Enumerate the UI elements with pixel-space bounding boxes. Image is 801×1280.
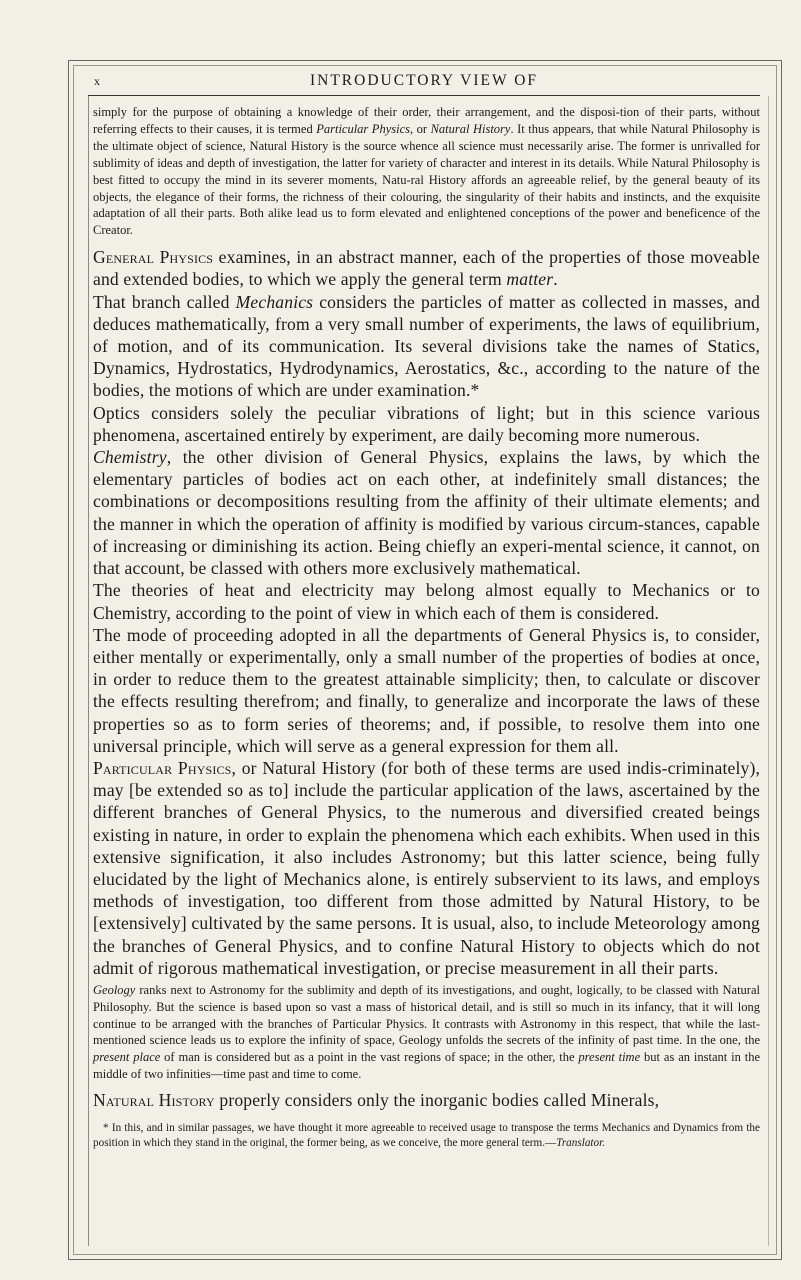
paragraph-heat-electricity: The theories of heat and electricity may belong almost equally to Mechanics or to Chemistry, according to the point of view in which each of them is considered. — [93, 580, 760, 623]
running-header — [90, 72, 758, 92]
paragraph-optics: Optics considers solely the peculiar vibrations of light; but in this science various phenomena, ascertained entirely by experiment, are daily becoming more numerous. — [93, 402, 760, 445]
paragraph-natural-history-intro: simply for the purpose of obtaining a knowledge of their order, their arrangement, and the disposi-tion of their parts, without referring effects to their causes, it is termed Particular Physics, or Natural History. It thus appears, that while Natural Philosophy is the ultimate object of science, Natural History is the source whence all science must necessarily arise. The former is unrivalled for sublimity of ideas and depth of investigation, the latter for variety of character and interest in its details. While Natural Philosophy is best fitted to occupy the mind in its severer moments, Natu-ral History affords an agreeable relief, by the general beauty of its objects, the elegance of their forms, the richness of their colouring, the singularity of their habits and instincts, and the exquisite adaptation of all their parts. Both alike lead us to form elevated and enlightened conceptions of the power and beneficence of the Creator. — [93, 105, 761, 238]
running-title: INTRODUCTORY VIEW OF — [309, 72, 539, 89]
footnote: * In this, and in similar passages, we have thought it more agreeable to received usage to transpose the terms Mechanics and Dynamics from the position in which they stand in the original, the former being, as we conceive, the more general term.—Translator. — [93, 1121, 760, 1149]
paragraph-general-physics: General Physics examines, in an abstract manner, each of the properties of those moveable and extended bodies, to which we apply the general term matter. — [93, 247, 760, 290]
right-margin-rule — [768, 96, 769, 1246]
page-body — [93, 104, 760, 1150]
paragraph-method: The mode of proceeding adopted in all the departments of General Physics is, to consider, either mentally or experimentally, only a small number of the properties of bodies at once, in order to reduce them to the greatest attainable simplicity; then, to calculate or discover the effects resulting therefrom; and finally, to generalize and incorporate the laws of these properties so as to form series of theorems; and, if possible, to resolve them into one universal principle, which will serve as a general expression for them all. — [93, 624, 760, 756]
paragraph-natural-history-minerals: Natural History properly considers only the inorganic bodies called Minerals, — [93, 1089, 660, 1110]
paragraph-geology: Geology ranks next to Astronomy for the sublimity and depth of its investigations, and ought, logically, to be classed with Natural Philosophy. But the science is based upon so vast a mass of historical detail, and is still so much in its infancy, that it will long continue to be arranged with the branches of Particular Physics. It contrasts with Astronomy in this respect, that while the last-mentioned science leads us to explore the infinity of space, Geology unfolds the secrets of the infinity of past time. In the one, the present place of man is considered but as a point in the vast regions of space; in the other, the present time but as an instant in the middle of two infinities—time past and time to come. — [93, 982, 760, 1081]
paragraph-mechanics: That branch called Mechanics considers the particles of matter as collected in masses, and deduces mathematically, from a very small number of experiments, the laws of equilibrium, of motion, and of its communication. Its several divisions take the names of Statics, Dynamics, Hydrostatics, Hydrodynamics, Aerostatics, &c., according to the nature of the bodies, the motions of which are under examination.* — [93, 291, 760, 401]
paragraph-chemistry: Chemistry, the other division of General Physics, explains the laws, by which the elementary particles of bodies act on each other, at indefinitely small distances; the combinations or decompositions resulting from the affinity of their ultimate elements; and the manner in which the operation of affinity is modified by various circum-stances, capable of increasing or diminishing its action. Being chiefly an experi-mental science, it cannot, on that account, be classed with others more exclusively mathematical. — [93, 447, 760, 579]
page-number: x — [94, 74, 101, 88]
paragraph-particular-physics: Particular Physics, or Natural History (for both of these terms are used indis-criminately), may [be extended so as to] include the particular application of the laws, ascertained by the different branches of General Physics, to the numerous and diversified created beings existing in nature, in order to explain the phenomena which each exhibits. When used in this extensive signification, it also includes Astronomy; but this latter science, being fully elucidated by the light of Mechanics alone, is entirely subservient to its laws, and employs methods of investigation, too different from those admitted by Natural History, to be [extensively] cultivated by the same persons. It is usual, also, to include Meteorology among the branches of General Physics, and to confine Natural History to objects which do not admit of rigorous mathematical investigation, or precise measurement in all their parts. — [93, 757, 760, 978]
left-margin-rule — [88, 96, 89, 1246]
header-rule — [88, 95, 760, 96]
